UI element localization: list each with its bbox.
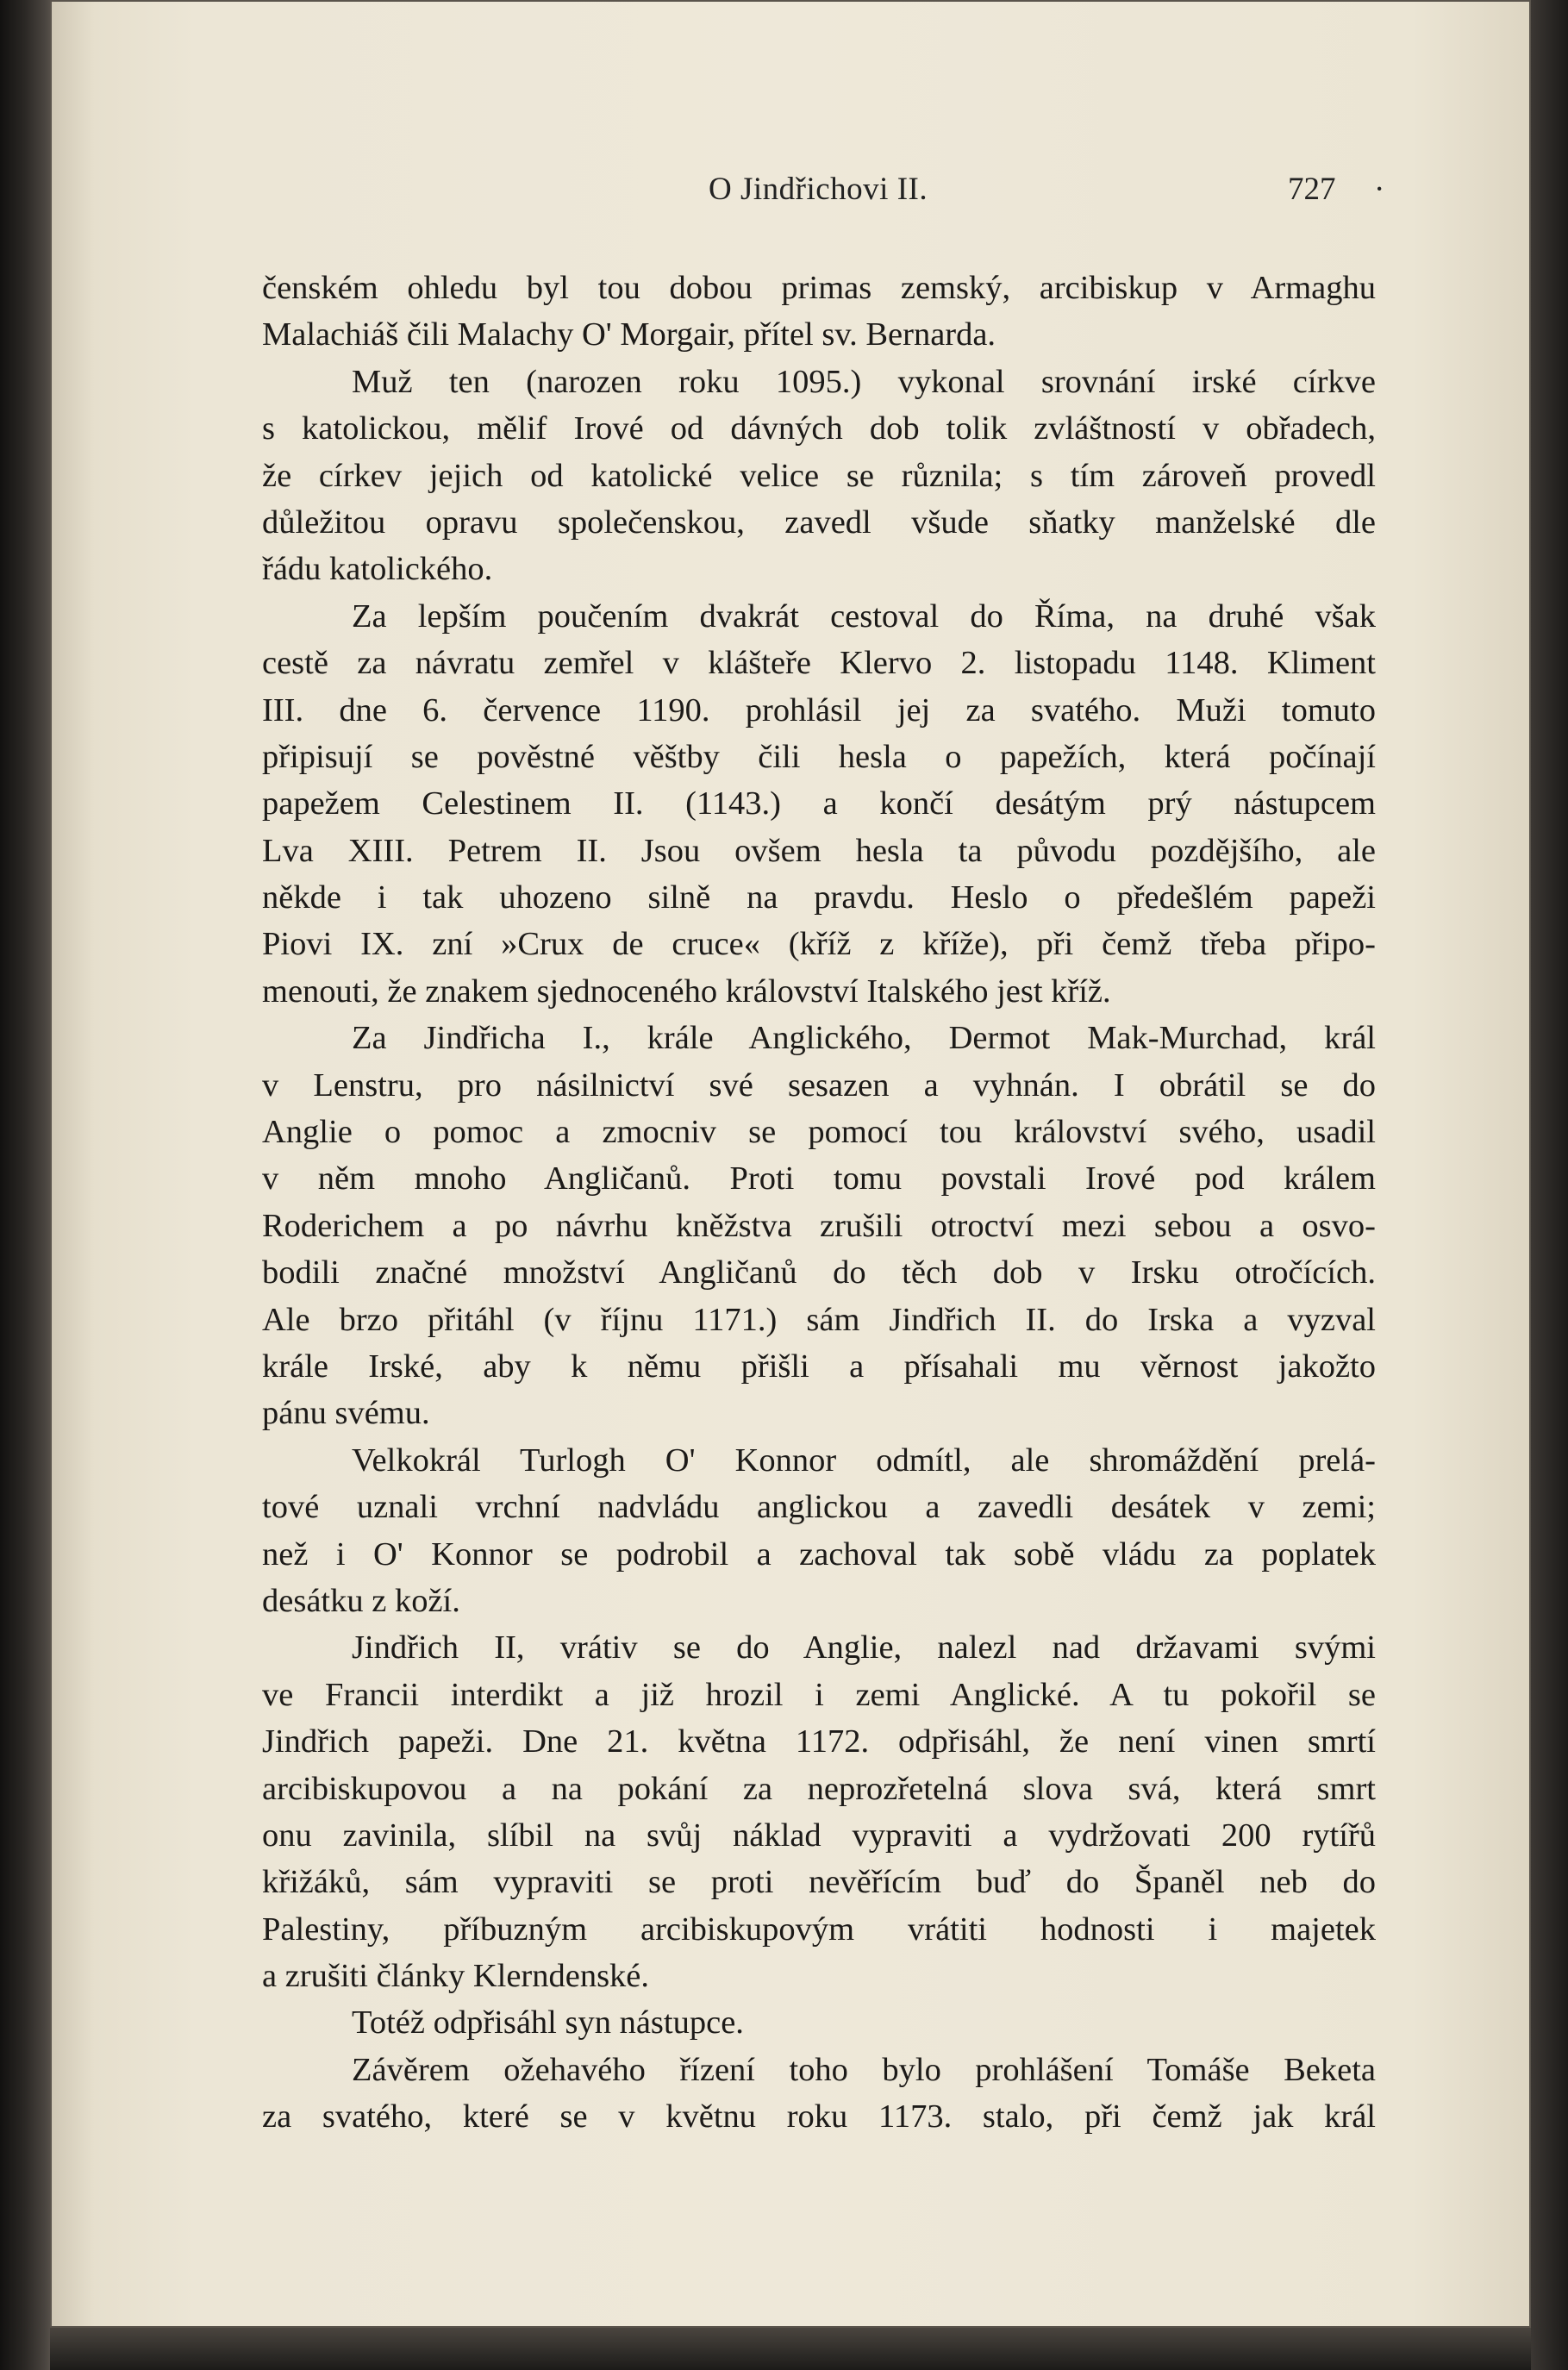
text-line: bodili značné množství Angličanů do těch dob v Irsku otročících. (262, 1254, 1376, 1291)
text-line: Muž ten (narozen roku 1095.) vykonal srovnání irské církve (352, 363, 1376, 400)
text-line: Závěrem ožehavého řízení toho bylo prohlášení Tomáše Beketa (352, 2051, 1376, 2088)
running-head (259, 171, 1396, 214)
text-line: Velkokrál Turlogh O' Konnor odmítl, ale shromáždění prelá- (352, 1441, 1376, 1479)
text-line: řádu katolického. (262, 551, 493, 588)
text-line: tové uznali vrchní nadvládu anglickou a zavedli desátek v zemi; (262, 1489, 1376, 1526)
text-line: důležitou opravu společenskou, zavedl všude sňatky manželské dle (262, 503, 1376, 541)
text-line: Anglie o pomoc a zmocniv se pomocí tou království svého, usadil (262, 1114, 1376, 1151)
text-line: připisují se pověstné věštby čili hesla o papežích, která počínají (262, 738, 1376, 775)
text-line: ve Francii interdikt a již hrozil i zemi Anglické. A tu pokořil se (262, 1676, 1376, 1713)
text-line: než i O' Konnor se podrobil a zachoval tak sobě vládu za poplatek (262, 1535, 1376, 1573)
text-line: cestě za návratu zemřel v klášteře Klervo 2. listopadu 1148. Kliment (262, 645, 1376, 682)
running-head-mark: · (1374, 172, 1385, 207)
text-line: arcibiskupovou a na pokání za neprozřetelná slova svá, která smrt (262, 1770, 1376, 1807)
page-number: 727 (1288, 172, 1336, 207)
text-line: s katolickou, mělif Irové od dávných dob tolik zvláštností v obřadech, (262, 410, 1376, 447)
page-edge-right (1531, 0, 1568, 2370)
text-line: Roderichem a po návrhu kněžstva zrušili otroctví mezi sebou a osvo- (262, 1207, 1376, 1244)
text-line: v něm mnoho Angličanů. Proti tomu povstali Irové pod králem (262, 1160, 1376, 1198)
text-line: Ale brzo přitáhl (v říjnu 1171.) sám Jindřich II. do Irska a vyzval (262, 1301, 1376, 1338)
text-line: že církev jejich od katolické velice se různila; s tím zároveň provedl (262, 457, 1376, 494)
text-line: Lva XIII. Petrem II. Jsou ovšem hesla ta původu pozdějšího, ale (262, 832, 1376, 869)
text-line: Palestiny, příbuzným arcibiskupovým vrátiti hodnosti i majetek (262, 1910, 1376, 1948)
text-line: Malachiáš čili Malachy O' Morgair, přítel sv. Bernarda. (262, 316, 996, 353)
text-line: v Lenstru, pro násilnictví své sesazen a vyhnán. I obrátil se do (262, 1066, 1376, 1104)
text-line: někde i tak uhozeno silně na pravdu. Heslo o předešlém papeži (262, 879, 1376, 916)
text-line: Jindřich II, vrátiv se do Anglie, nalezl nad državami svými (352, 1629, 1376, 1667)
running-head-title: O Jindřichovi II. (709, 172, 928, 207)
text-line: III. dne 6. července 1190. prohlásil jej za svatého. Muži tomuto (262, 691, 1376, 729)
text-line: Jindřich papeži. Dne 21. května 1172. odpřisáhl, že není vinen smrtí (262, 1723, 1376, 1760)
text-line: Totéž odpřisáhl syn nástupce. (352, 2004, 744, 2042)
text-line: za svatého, které se v květnu roku 1173. stalo, při čemž jak král (262, 2098, 1376, 2136)
text-line: Za Jindřicha I., krále Anglického, Dermot Mak-Murchad, král (352, 1020, 1376, 1057)
text-line: desátku z koží. (262, 1582, 460, 1619)
text-line: papežem Celestinem II. (1143.) a končí desátým prý nástupcem (262, 785, 1376, 822)
text-line: pánu svému. (262, 1395, 430, 1432)
page-edge-bottom (50, 2328, 1531, 2370)
text-line: a zrušiti články Klerndenské. (262, 1958, 650, 1995)
text-line: onu zavinila, slíbil na svůj náklad vypraviti a vydržovati 200 rytířů (262, 1817, 1376, 1854)
text-line: čenském ohledu byl tou dobou primas zemský, arcibiskup v Armaghu (262, 270, 1376, 306)
text-line: menouti, že znakem sjednoceného království Italského jest kříž. (262, 972, 1111, 1010)
body-text (262, 265, 1376, 2141)
text-line: křižáků, sám vypraviti se proti nevěřícím buď do Španěl neb do (262, 1864, 1376, 1901)
text-line: Za lepším poučením dvakrát cestoval do Říma, na druhé však (352, 597, 1376, 635)
text-line: krále Irské, aby k němu přišli a přísahali mu věrnost jakožto (262, 1348, 1376, 1385)
text-line: Piovi IX. zní »Crux de cruce« (kříž z kříže), při čemž třeba připo- (262, 926, 1376, 963)
